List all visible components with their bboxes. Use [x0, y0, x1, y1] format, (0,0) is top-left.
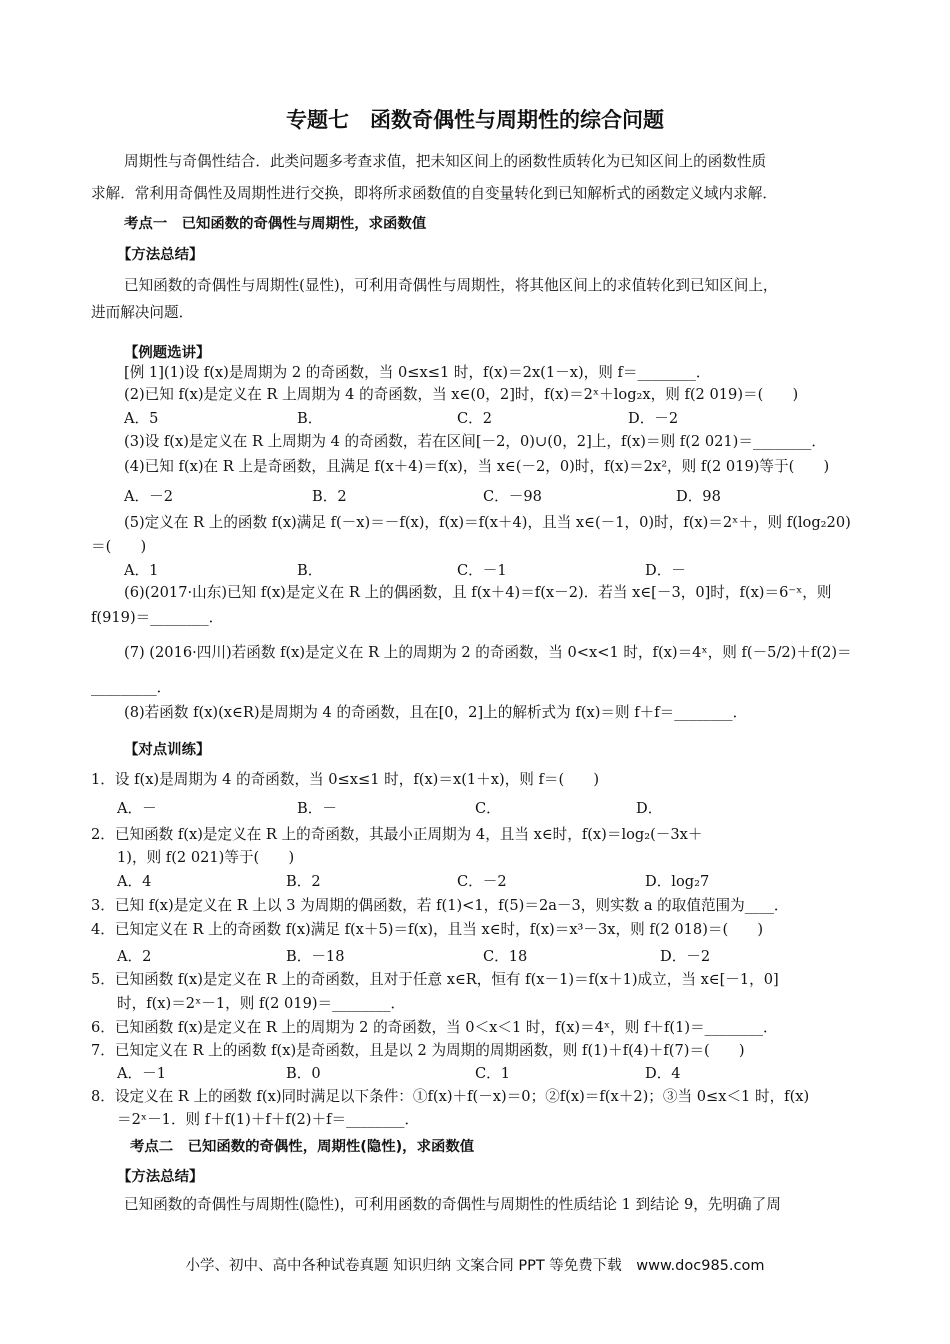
training-4-option-d: D．－2 [660, 948, 711, 965]
example-1-4: (4)已知 f(x)在 R 上是奇函数，且满足 f(x＋4)＝f(x)，当 x∈(－2，0)时，f(x)＝2x²，则 f(2 019)等于( ) [124, 458, 830, 475]
training-1-option-b: B．－ [297, 800, 337, 817]
intro-line-2: 求解．常利用奇偶性及周期性进行交换，即将所求函数值的自变量转化到已知解析式的函数定义域内求解． [91, 185, 777, 202]
method-summary-line-1: 已知函数的奇偶性与周期性(显性)，可利用奇偶性与周期性，将其他区间上的求值转化到已知区间上， [124, 277, 778, 294]
example-1-5-option-c: C．－1 [457, 562, 507, 579]
training-8-cont: ＝2ˣ－1．则 f＋f(1)＋f＋f(2)＋f＝________． [117, 1111, 420, 1128]
training-2: 2．已知函数 f(x)是定义在 R 上的奇函数，其最小正周期为 4，且当 x∈时，f(x)＝log₂(－3x＋ [91, 826, 703, 843]
training-8: 8．设定义在 R 上的函数 f(x)同时满足以下条件：①f(x)＋f(－x)＝0；②f(x)＝f(x＋2)；③当 0≤x＜1 时，f(x) [91, 1088, 810, 1105]
example-1-1: [例 1](1)设 f(x)是周期为 2 的奇函数，当 0≤x≤1 时，f(x)＝2x(1－x)，则 f＝________． [124, 364, 711, 381]
section-heading-2: 考点二 已知函数的奇偶性，周期性(隐性)，求函数值 [130, 1139, 475, 1155]
example-1-2-option-c: C．2 [457, 410, 493, 427]
training-4-option-c: C．18 [483, 948, 528, 965]
training-5-cont: 时，f(x)＝2ˣ－1，则 f(2 019)＝________． [117, 995, 406, 1012]
examples-heading: 【例题选讲】 [124, 345, 211, 361]
example-1-2: (2)已知 f(x)是定义在 R 上周期为 4 的奇函数，当 x∈(0，2]时，f(x)＝2ˣ＋log₂x，则 f(2 019)＝( ) [124, 386, 799, 403]
example-1-5-cont: ＝( ) [91, 538, 147, 555]
training-heading: 【对点训练】 [124, 742, 211, 758]
training-1-option-c: C． [475, 800, 501, 817]
training-7: 7．已知定义在 R 上的函数 f(x)是奇函数，且是以 2 为周期的周期函数，则 f(1)＋f(4)＋f(7)＝( ) [91, 1042, 745, 1059]
training-1: 1．设 f(x)是周期为 4 的奇函数，当 0≤x≤1 时，f(x)＝x(1＋x)，则 f＝( ) [91, 771, 600, 788]
training-4: 4．已知定义在 R 上的奇函数 f(x)满足 f(x＋5)＝f(x)，且当 x∈时，f(x)＝x³－3x，则 f(2 018)＝( ) [91, 921, 764, 938]
example-1-4-option-d: D．98 [676, 488, 721, 505]
example-1-7-cont: _________． [91, 679, 172, 696]
training-4-option-a: A．2 [117, 948, 152, 965]
training-1-option-d: D． [636, 800, 663, 817]
example-1-5: (5)定义在 R 上的函数 f(x)满足 f(－x)＝－f(x)，f(x)＝f(x＋4)，且当 x∈(－1，0)时，f(x)＝2ˣ＋，则 f(log₂20) [124, 514, 851, 531]
training-7-option-c: C．1 [475, 1065, 511, 1082]
example-1-2-option-b: B． [297, 410, 323, 427]
example-1-3: (3)设 f(x)是定义在 R 上周期为 4 的奇函数，若在区间[－2，0)∪(0，2]上，f(x)＝则 f(2 021)＝________． [124, 433, 826, 450]
training-6: 6．已知函数 f(x)是定义在 R 上的周期为 2 的奇函数，当 0＜x＜1 时，f(x)＝4ˣ，则 f＋f(1)＝________． [91, 1019, 778, 1036]
example-1-6-cont: f(919)＝________． [91, 609, 224, 626]
training-7-option-b: B．0 [286, 1065, 321, 1082]
training-2-option-d: D．log₂7 [645, 873, 710, 890]
example-1-5-option-d: D．－ [645, 562, 686, 579]
training-7-option-d: D．4 [645, 1065, 681, 1082]
example-1-6: (6)(2017·山东)已知 f(x)是定义在 R 上的偶函数，且 f(x＋4)＝f(x－2)．若当 x∈[－3，0]时，f(x)＝6⁻ˣ，则 [124, 584, 832, 601]
training-7-option-a: A．－1 [117, 1065, 167, 1082]
page-title: 专题七 函数奇偶性与周期性的综合问题 [286, 108, 664, 132]
training-2-option-c: C．－2 [457, 873, 507, 890]
training-3: 3．已知 f(x)是定义在 R 上以 3 为周期的偶函数，若 f(1)<1，f(5)＝2a－3，则实数 a 的取值范围为____． [91, 897, 789, 914]
example-1-5-option-b: B． [297, 562, 323, 579]
training-1-option-a: A．－ [117, 800, 157, 817]
section-heading-1: 考点一 已知函数的奇偶性与周期性，求函数值 [124, 216, 427, 232]
training-5: 5．已知函数 f(x)是定义在 R 上的奇函数，且对于任意 x∈R，恒有 f(x－1)＝f(x＋1)成立，当 x∈[－1，0] [91, 971, 779, 988]
training-2-option-b: B．2 [286, 873, 321, 890]
footer-text: 小学、初中、高中各种试卷真题 知识归纳 文案合同 PPT 等免费下载 www.doc985.com [185, 1258, 765, 1274]
example-1-4-option-b: B．2 [312, 488, 347, 505]
example-1-5-option-a: A．1 [124, 562, 159, 579]
method-summary-heading-1: 【方法总结】 [117, 247, 204, 263]
example-1-2-option-a: A．5 [124, 410, 159, 427]
training-2-option-a: A．4 [117, 873, 152, 890]
method-summary-line-2: 进而解决问题． [91, 304, 194, 321]
intro-line-1: 周期性与奇偶性结合．此类问题多考查求值，把未知区间上的函数性质转化为已知区间上的函数性质 [124, 153, 767, 170]
method-summary-2-line-1: 已知函数的奇偶性与周期性(隐性)，可利用函数的奇偶性与周期性的性质结论 1 到结论 9，先明确了周 [124, 1196, 781, 1213]
method-summary-heading-2: 【方法总结】 [117, 1169, 204, 1185]
training-2-cont: 1)，则 f(2 021)等于( ) [117, 849, 295, 866]
example-1-8: (8)若函数 f(x)(x∈R)是周期为 4 的奇函数，且在[0，2]上的解析式为 f(x)＝则 f＋f＝________． [124, 704, 748, 721]
example-1-4-option-a: A．－2 [124, 488, 174, 505]
example-1-2-option-d: D．－2 [628, 410, 679, 427]
example-1-7: (7) (2016·四川)若函数 f(x)是定义在 R 上的周期为 2 的奇函数，当 0<x<1 时，f(x)＝4ˣ，则 f(－5/2)＋f(2)＝ [124, 644, 852, 661]
example-1-4-option-c: C．－98 [483, 488, 542, 505]
training-4-option-b: B．－18 [286, 948, 345, 965]
